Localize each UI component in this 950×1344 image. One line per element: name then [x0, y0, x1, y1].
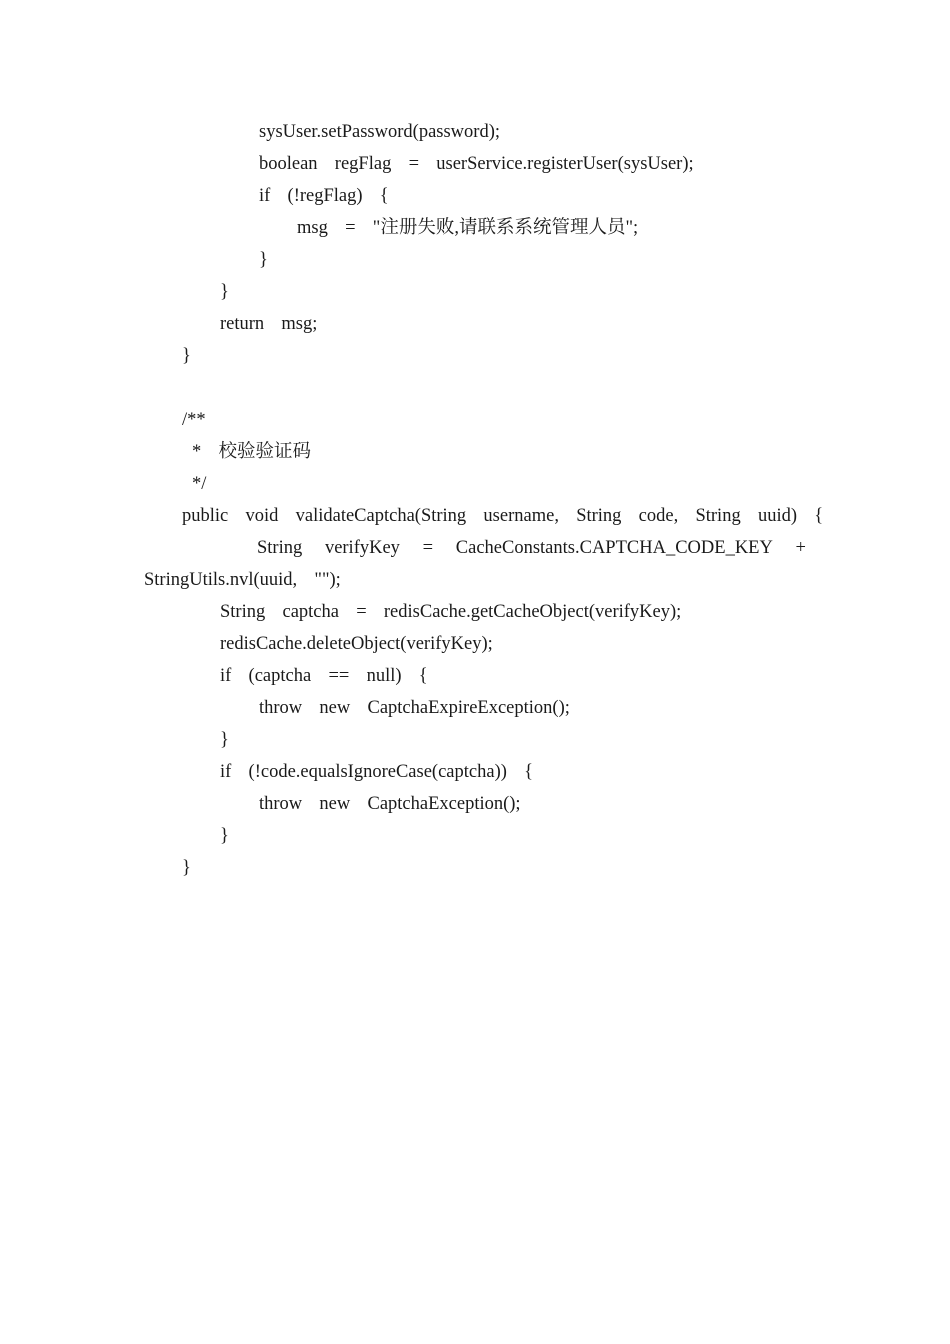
wrapped-code-line — [257, 532, 806, 564]
code-line-19: throw new CaptchaExpireException(); — [259, 698, 570, 718]
wrapped-part-plus: + — [795, 538, 806, 558]
code-line-18: if (captcha == null) { — [220, 666, 428, 686]
code-line-7: return msg; — [220, 314, 318, 334]
code-line-4: msg = "注册失败,请联系系统管理人员"; — [297, 218, 639, 238]
wrapped-part-type: String — [257, 538, 303, 558]
code-line-5: } — [259, 250, 268, 270]
wrapped-part-var: verifyKey — [324, 538, 400, 558]
wrapped-code-continuation: StringUtils.nvl(uuid, ""); — [144, 570, 341, 590]
code-line-20: } — [220, 730, 229, 750]
code-line-8: } — [182, 346, 191, 366]
wrapped-part-const: CacheConstants.CAPTCHA_CODE_KEY — [455, 538, 773, 558]
code-line-24: } — [182, 858, 191, 878]
code-line-6: } — [220, 282, 229, 302]
code-line-3: if (!regFlag) { — [259, 186, 389, 206]
method-signature: public void validateCaptcha(String username, String code, String uuid) { — [182, 506, 824, 526]
code-line-1: sysUser.setPassword(password); — [259, 122, 500, 142]
code-line-2: boolean regFlag = userService.registerUser(sysUser); — [259, 154, 694, 174]
doc-comment-text: * 校验验证码 — [192, 442, 312, 462]
code-line-22: throw new CaptchaException(); — [259, 794, 521, 814]
code-line-23: } — [220, 826, 229, 846]
code-line-17: redisCache.deleteObject(verifyKey); — [220, 634, 493, 654]
wrapped-part-eq: = — [422, 538, 434, 558]
doc-comment-close: */ — [192, 474, 207, 494]
code-line-16: String captcha = redisCache.getCacheObject(verifyKey); — [220, 602, 682, 622]
code-line-21: if (!code.equalsIgnoreCase(captcha)) { — [220, 762, 534, 782]
doc-comment-open: /** — [182, 410, 206, 430]
